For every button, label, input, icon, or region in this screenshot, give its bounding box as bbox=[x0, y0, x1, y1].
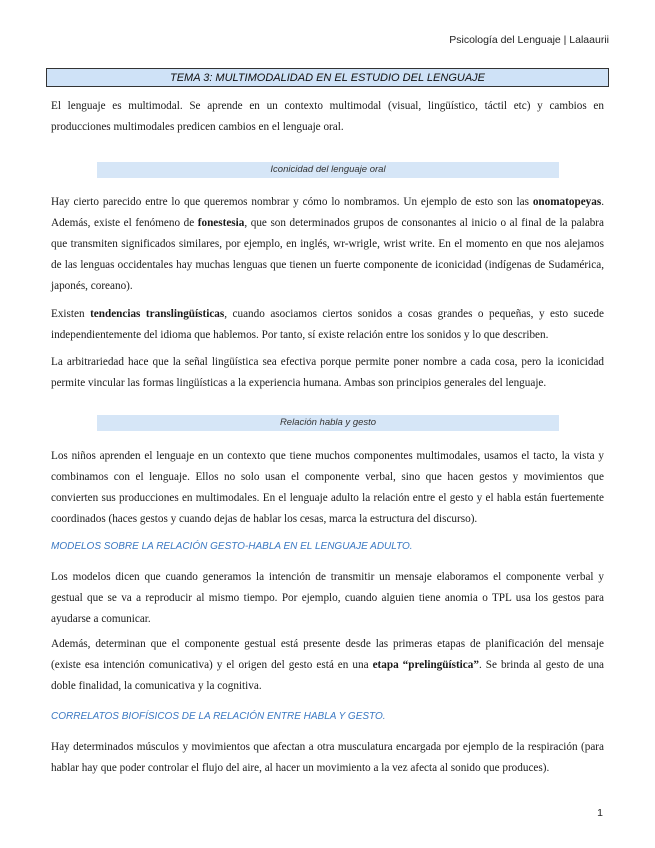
paragraph-iconicidad-3: La arbitrariedad hace que la señal lingüística sea efectiva porque permite poner nombre a cada cosa, pero la iconicidad permite vincular las formas lingüísticas a la experiencia humana. Ambas son principios generales del lenguaje. bbox=[51, 356, 604, 389]
text: , que son determinados grupos de consonantes al inicio o al final de la palabra que transmiten significados similares, por ejemplo, en inglés, wr-wrigle, wrist write. En el momento en que nos alejamos de las lenguas occidentales hay muchas lenguas que tienen un fuerte componente de iconicidad (indígenas de Sudamérica, japonés, coreano). bbox=[51, 217, 604, 292]
text: . Se brinda al gesto de una doble finalidad, la comunicativa y la cognitiva. bbox=[51, 659, 604, 692]
paragraph-iconicidad-1 bbox=[51, 192, 604, 297]
page-header: Psicología del Lenguaje | Lalaaurii bbox=[449, 34, 609, 46]
text: . Además, existe el fenómeno de bbox=[51, 196, 604, 229]
term-onomatopeyas: onomatopeyas bbox=[532, 196, 602, 208]
term-etapa: etapa “prelingüística” bbox=[372, 659, 479, 671]
paragraph-modelos-1: Los modelos dicen que cuando generamos la intención de transmitir un mensaje elaboramos el componente verbal y gestual que se va a reproducir al mismo tiempo. Por ejemplo, cuando alguien tiene anomia o TPL usa los gestos para ayudarse a comunicar. bbox=[51, 571, 604, 625]
paragraph-iconicidad-2 bbox=[51, 304, 604, 346]
paragraph-correlatos-1: Hay determinados músculos y movimientos que afectan a otra musculatura encargada por ejemplo de la respiración (para hablar hay que poder controlar el flujo del aire, al hacer un movimiento a la vez afecta al sonido que produces). bbox=[51, 741, 604, 774]
text: , cuando asociamos ciertos sonidos a cosas grandes o pequeñas, y esto sucede independientemente del idioma que hablemos. Por tanto, sí existe relación entre los sonidos y lo que describen. bbox=[51, 308, 604, 341]
section-heading-iconicidad: Iconicidad del lenguaje oral bbox=[97, 162, 559, 178]
subheading-modelos: MODELOS SOBRE LA RELACIÓN GESTO-HABLA EN EL LENGUAJE ADULTO. bbox=[51, 541, 413, 552]
term-fonestesia: fonestesia bbox=[197, 217, 245, 229]
document-title: TEMA 3: MULTIMODALIDAD EN EL ESTUDIO DEL LENGUAJE bbox=[46, 68, 609, 87]
text: Además, determinan que el componente gestual está presente desde las primeras etapas de planificación del mensaje (existe esa intención comunicativa) y el origen del gesto está en una bbox=[51, 638, 604, 671]
subheading-correlatos: CORRELATOS BIOFÍSICOS DE LA RELACIÓN ENTRE HABLA Y GESTO. bbox=[51, 711, 386, 722]
section-heading-relacion: Relación habla y gesto bbox=[97, 415, 559, 431]
paragraph-modelos-2 bbox=[51, 634, 604, 697]
intro-paragraph: El lenguaje es multimodal. Se aprende en un contexto multimodal (visual, lingüístico, táctil etc) y cambios en producciones multimodales predicen cambios en el lenguaje oral. bbox=[51, 100, 604, 133]
text: Hay cierto parecido entre lo que queremos nombrar y cómo lo nombramos. Un ejemplo de esto son las bbox=[51, 196, 533, 208]
paragraph-relacion-1: Los niños aprenden el lenguaje en un contexto que tiene muchos componentes multimodales, usamos el tacto, la vista y combinamos con el lenguaje. Ellos no solo usan el componente verbal, sino que hacen gestos y movimientos que convierten sus producciones en multimodales. En el lenguaje adulto la relación entre el gesto y el habla están fuertemente coordinados (haces gestos y cuando dejas de hablar los cesas, marca la estructura del discurso). bbox=[51, 450, 604, 525]
text: Existen bbox=[51, 308, 91, 320]
term-tendencias: tendencias translingüísticas bbox=[90, 308, 225, 320]
page-number: 1 bbox=[597, 807, 603, 819]
